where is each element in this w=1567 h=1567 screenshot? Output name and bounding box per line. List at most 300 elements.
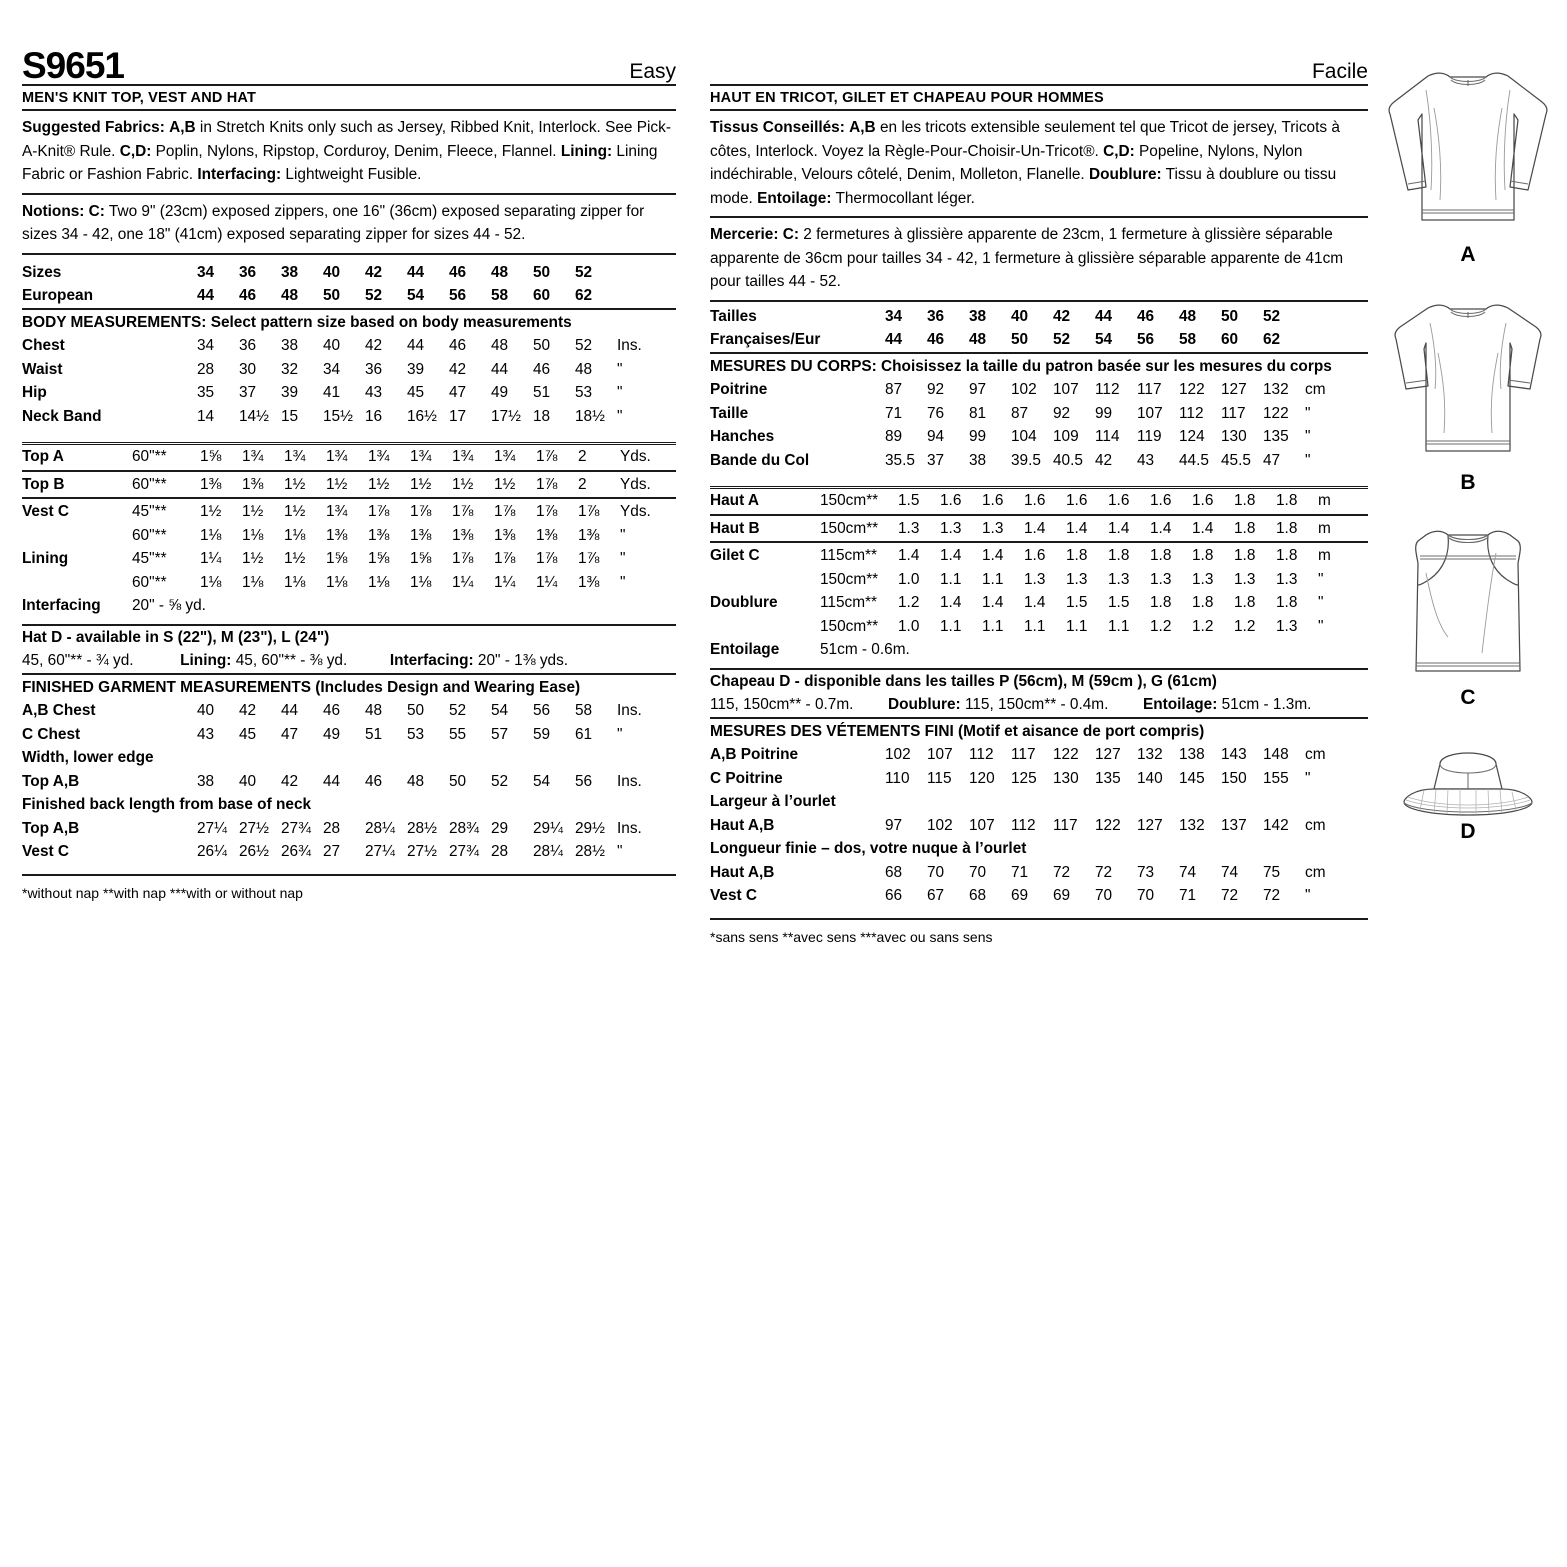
row-label: C Chest — [22, 725, 81, 743]
cell: 117 — [1221, 404, 1246, 422]
table-row — [22, 405, 676, 429]
cell: 1⅞ — [536, 448, 558, 465]
cell: 46 — [533, 360, 551, 378]
cell: 40 — [323, 337, 341, 354]
cell: 68 — [885, 863, 903, 881]
interfacing-row-en — [22, 594, 676, 618]
cell: 1.3 — [1150, 570, 1172, 588]
footnote-en: *without nap **with nap ***with or without nap — [22, 884, 303, 901]
cell: 71 — [1179, 887, 1197, 904]
cell: 132 — [1179, 816, 1205, 834]
english-panel — [22, 44, 676, 903]
cell: 51 — [533, 384, 551, 401]
cell-unit: " — [620, 526, 626, 544]
cell: 1.6 — [940, 492, 962, 509]
cell: 50 — [533, 337, 551, 354]
cell: 1⅞ — [536, 475, 558, 493]
french-header — [710, 44, 1368, 84]
vest-back-icon — [1378, 523, 1558, 688]
cell: 48 — [491, 337, 509, 354]
cell: 73 — [1137, 863, 1155, 881]
notions-label-en: Notions: C: — [22, 202, 105, 220]
cell: 43 — [197, 725, 215, 743]
cell: 1⅛ — [200, 526, 222, 544]
notions-label-fr: Mercerie: C: — [710, 226, 799, 243]
cell: 18 — [533, 407, 551, 425]
cell: 1½ — [452, 475, 474, 493]
table-row — [710, 814, 1368, 838]
cell: 47 — [449, 384, 467, 401]
long-sleeve-knit-top-back-icon — [1378, 50, 1558, 245]
cell: 44 — [407, 263, 425, 281]
cell: 1⅞ — [494, 503, 516, 520]
cell: 1⅞ — [410, 503, 432, 520]
suggested-fabrics-en — [22, 111, 676, 193]
cell: 28¼ — [365, 819, 395, 837]
notions-fr — [710, 218, 1368, 300]
cell: 97 — [969, 381, 987, 398]
cell: 1⅜ — [368, 526, 390, 544]
fabric-width: 45"** — [132, 503, 167, 520]
cell: 92 — [1053, 404, 1071, 422]
view-a-letter: A — [1460, 243, 1476, 266]
cell: 1½ — [284, 503, 306, 520]
cell-unit: cm — [1305, 863, 1326, 881]
table-row — [710, 425, 1368, 449]
table-row — [710, 591, 1368, 615]
cell: 36 — [239, 263, 257, 281]
cell: 1⅝ — [368, 550, 390, 567]
table-row — [710, 449, 1368, 473]
hat-interfacing-label-en: Interfacing: — [389, 652, 474, 669]
cell: 58 — [575, 702, 593, 719]
cell: 155 — [1263, 769, 1289, 787]
suggested-fabrics-text-fr: A,B en les tricots extensible seulement tel que Tricot de jersey, Tricots à côtes, Interlock. Voyez la Règle-Pour-Choisir-Un-Tricot®. C,D: Popeline, Nylons, Nylon indéchirable, Velours côtelé, Denim, Molleton, Flanelle. Doublure: Tissu à doublure ou tissu mode. Entoilage: Thermocollant léger. — [710, 119, 1340, 207]
cell: 1¼ — [200, 550, 222, 567]
table-row — [710, 743, 1368, 767]
finished-measurements-heading-fr: MESURES DES VÉTEMENTS FINI (Motif et aisance de port compris) — [710, 722, 1205, 740]
cell: 1¾ — [494, 448, 516, 465]
table-row — [22, 381, 676, 405]
sizes-table-fr — [710, 305, 1368, 352]
cell: 1½ — [494, 475, 516, 493]
cell: 52 — [491, 772, 509, 790]
cell: 46 — [449, 337, 467, 354]
table-row — [22, 770, 676, 794]
cell: 60 — [533, 287, 551, 304]
interfacing-row-fr — [710, 638, 1368, 662]
cell: 1.2 — [1234, 617, 1256, 635]
cell: 27¼ — [365, 843, 395, 860]
table-row — [22, 284, 676, 308]
cell: 28 — [491, 843, 509, 860]
cell: 107 — [1053, 381, 1079, 398]
cell: 44 — [323, 772, 341, 790]
cell: 1.1 — [1066, 617, 1088, 635]
cell: 72 — [1263, 887, 1281, 904]
cell: 40.5 — [1053, 451, 1083, 469]
fabric-width: 150cm** — [820, 519, 879, 537]
row-label: Hip — [22, 384, 47, 401]
cell: 27½ — [239, 819, 269, 837]
cell: 46 — [1137, 307, 1155, 325]
cell: 48 — [365, 702, 383, 719]
cell: 1.3 — [982, 519, 1004, 537]
cell-unit: " — [617, 407, 623, 425]
french-panel — [710, 44, 1368, 947]
cell: 47 — [281, 725, 299, 743]
cell: 1.3 — [898, 519, 920, 537]
cell: 38 — [969, 451, 987, 469]
fabric-width: 60"** — [132, 526, 167, 544]
cell-unit: " — [1305, 769, 1311, 787]
cell: 50 — [1011, 331, 1029, 348]
cell: 29¼ — [533, 819, 563, 837]
cell: 1¾ — [284, 448, 306, 465]
cell: 150 — [1221, 769, 1247, 787]
cell: 112 — [969, 746, 994, 763]
cell: 62 — [1263, 331, 1281, 348]
hat-interfacing-label-fr: Entoilage: — [1142, 696, 1218, 713]
cell: 70 — [969, 863, 987, 881]
cell: 107 — [927, 746, 953, 763]
cell: 61 — [575, 725, 593, 743]
cell: 1⅜ — [410, 526, 432, 544]
cell: 28½ — [575, 843, 605, 860]
table-row — [710, 402, 1368, 426]
cell: 1.4 — [1024, 594, 1046, 611]
cell: 1.3 — [1276, 570, 1298, 588]
cell-unit: " — [1318, 570, 1324, 588]
table-row — [22, 594, 676, 618]
cell: 34 — [885, 307, 903, 325]
cell: 1.3 — [1024, 570, 1046, 588]
back-length-heading-fr: Longueur finie – dos, votre nuque à l’ourlet — [710, 840, 1027, 857]
cell: 16½ — [407, 407, 437, 425]
cell: 38 — [969, 307, 987, 325]
garment-title-en: MEN'S KNIT TOP, VEST AND HAT — [22, 90, 257, 106]
cell: 1⅜ — [200, 475, 222, 493]
view-c-letter: C — [1460, 686, 1476, 709]
cell: 41 — [323, 384, 341, 401]
cell: 120 — [969, 769, 995, 787]
body-measurements-heading-en: BODY MEASUREMENTS: Select pattern size based on body measurements — [22, 313, 572, 331]
cell: 1.4 — [898, 547, 920, 564]
interfacing-value-fr: 51cm - 0.6m. — [820, 641, 910, 658]
cell: 27¾ — [449, 843, 479, 860]
row-label: Chest — [22, 337, 65, 354]
cell: 46 — [927, 331, 945, 348]
cell: 57 — [491, 725, 509, 743]
cell: 1¾ — [242, 448, 264, 465]
cell: 38 — [197, 772, 215, 790]
cell: 34 — [197, 337, 215, 354]
row-label: Doublure — [710, 594, 778, 611]
cell: 42 — [1095, 451, 1113, 469]
row-label: Hanches — [710, 428, 775, 445]
cell: 17 — [449, 407, 467, 425]
cell-unit: " — [620, 550, 626, 567]
cell: 1.2 — [1150, 617, 1172, 635]
cell: 1⅜ — [536, 526, 558, 544]
row-label: Top B — [22, 475, 65, 493]
cell: 1½ — [242, 550, 264, 567]
cell: 27¾ — [281, 819, 311, 837]
view-d — [1378, 744, 1558, 844]
garment-title-fr: HAUT EN TRICOT, GILET ET CHAPEAU POUR HOMMES — [710, 90, 1104, 106]
cell: 1.8 — [1234, 547, 1256, 564]
cell: 114 — [1095, 428, 1120, 445]
cell: 66 — [885, 887, 903, 904]
cell: 107 — [1137, 404, 1163, 422]
fabric-width: 150cm** — [820, 570, 879, 588]
cell: 67 — [927, 887, 945, 904]
cell: 49 — [491, 384, 509, 401]
cell: 1¼ — [494, 573, 516, 591]
cell: 58 — [491, 287, 509, 304]
cell: 71 — [885, 404, 903, 422]
cell: 1⅝ — [410, 550, 432, 567]
cell: 1.3 — [1192, 570, 1214, 588]
cell: 1.1 — [982, 570, 1004, 588]
cell: 122 — [1053, 746, 1079, 763]
cell: 38 — [281, 337, 299, 354]
cell: 52 — [449, 702, 467, 719]
hat-yardage-line-en — [22, 649, 676, 673]
cell: 1.6 — [1192, 492, 1214, 509]
difficulty-label-fr: Facile — [1311, 60, 1368, 83]
row-label: A,B Poitrine — [710, 746, 799, 763]
back-length-heading-en: Finished back length from base of neck — [22, 796, 312, 813]
cell: 52 — [575, 263, 593, 281]
cell: 1⅝ — [200, 448, 222, 465]
cell: 56 — [1137, 331, 1155, 348]
cell: 15½ — [323, 407, 353, 425]
cell: 107 — [969, 816, 995, 834]
cell: 1.8 — [1234, 519, 1256, 537]
hat-fabric-en: 45, 60"** - ¾ yd. — [22, 652, 134, 669]
back-length-table-fr — [710, 861, 1368, 908]
cell: 62 — [575, 287, 593, 304]
interfacing-label-fr: Entoilage — [710, 641, 780, 658]
cell: 72 — [1221, 887, 1239, 904]
footnote-fr: *sans sens **avec sens ***avec ou sans sens — [710, 928, 993, 945]
cell: 1½ — [410, 475, 432, 493]
row-label: Bande du Col — [710, 451, 810, 469]
cell: 45 — [407, 384, 425, 401]
cell: 51 — [365, 725, 383, 743]
cell: 1.1 — [1024, 617, 1046, 635]
cell: 28 — [323, 819, 341, 837]
cell-unit: " — [617, 725, 623, 743]
hat-fabric-fr: 115, 150cm** - 0.7m. — [710, 696, 854, 713]
cell: 124 — [1179, 428, 1205, 445]
width-lower-edge-heading-en: Width, lower edge — [22, 749, 154, 766]
cell: 45 — [239, 725, 257, 743]
cell: 140 — [1137, 769, 1163, 787]
cell: 1¾ — [368, 448, 390, 465]
cell: 74 — [1179, 863, 1197, 881]
table-row — [22, 473, 676, 497]
interfacing-label-en: Interfacing — [22, 597, 101, 614]
cell: 1⅞ — [368, 503, 390, 520]
cell: 1¾ — [326, 448, 348, 465]
hat-lining-value-fr: 115, 150cm** - 0.4m. — [960, 696, 1109, 713]
cell: 1½ — [200, 503, 222, 520]
cell: 127 — [1137, 816, 1163, 834]
finished-measurements-heading-en: FINISHED GARMENT MEASUREMENTS (Includes Design and Wearing Ease) — [22, 678, 581, 696]
cell: 1¼ — [536, 573, 558, 591]
cell: 26¼ — [197, 843, 227, 860]
cell: 36 — [927, 307, 945, 325]
cell: 27 — [323, 843, 341, 860]
cell: 44.5 — [1179, 451, 1209, 469]
fabric-width: 60"** — [132, 448, 167, 465]
cell: 104 — [1011, 428, 1037, 445]
cell: 2 — [578, 448, 587, 465]
cell: 89 — [885, 428, 903, 445]
cell: 1.3 — [1276, 617, 1298, 635]
cell: 48 — [575, 360, 593, 378]
table-row — [710, 615, 1368, 639]
row-label: Poitrine — [710, 381, 768, 398]
cell: 112 — [1179, 404, 1204, 422]
cell: 70 — [1137, 887, 1155, 904]
cell: 26¾ — [281, 843, 311, 860]
cell-unit: " — [1318, 617, 1324, 635]
cell: 28½ — [407, 819, 437, 837]
table-row — [22, 571, 676, 595]
pattern-number: S9651 — [22, 45, 124, 86]
cell: 102 — [885, 746, 911, 763]
cell: 99 — [969, 428, 987, 445]
table-row — [710, 328, 1368, 352]
cell: 55 — [449, 725, 467, 743]
cell: 1½ — [326, 475, 348, 493]
row-label: Sizes — [22, 263, 62, 281]
row-label: Lining — [22, 550, 69, 567]
cell: 122 — [1179, 381, 1205, 398]
cell-unit: m — [1318, 547, 1331, 564]
cell: 1¾ — [410, 448, 432, 465]
cell: 1.8 — [1276, 547, 1298, 564]
cell: 1.4 — [1192, 519, 1214, 537]
cell: 46 — [365, 772, 383, 790]
cell: 32 — [281, 360, 299, 378]
cell: 1⅜ — [326, 526, 348, 544]
cell: 148 — [1263, 746, 1289, 763]
cell-unit: Yds. — [620, 448, 651, 465]
row-label: A,B Chest — [22, 702, 96, 719]
view-c — [1378, 523, 1558, 710]
cell: 1⅞ — [578, 503, 600, 520]
fabric-width: 60"** — [132, 475, 167, 493]
cell: 1⅛ — [242, 573, 264, 591]
cell: 142 — [1263, 816, 1289, 834]
cell: 45.5 — [1221, 451, 1251, 469]
cell: 54 — [533, 772, 551, 790]
hat-heading-en: Hat D - available in S (22"), M (23"), L (24") — [22, 628, 330, 646]
cell: 1.3 — [1108, 570, 1130, 588]
body-measurements-table-fr — [710, 378, 1368, 472]
cell: 1.4 — [1066, 519, 1088, 537]
row-label: Vest C — [22, 503, 70, 520]
cell: 1.8 — [1234, 492, 1256, 509]
cell-unit: " — [617, 360, 623, 378]
cell: 1.8 — [1276, 492, 1298, 509]
fabric-width: 150cm** — [820, 492, 879, 509]
cell: 48 — [407, 772, 425, 790]
cell: 1.0 — [898, 617, 920, 635]
cell: 48 — [1179, 307, 1197, 325]
cell: 1.1 — [982, 617, 1004, 635]
cell: 1.5 — [898, 492, 920, 509]
cell: 138 — [1179, 746, 1205, 763]
row-label — [710, 568, 820, 592]
cell: 56 — [575, 772, 593, 790]
row-label: C Poitrine — [710, 769, 783, 787]
cell-unit — [1305, 328, 1368, 352]
cell-unit — [617, 284, 676, 308]
cell: 56 — [449, 287, 467, 304]
row-label: Top A — [22, 448, 64, 465]
cell: 30 — [239, 360, 257, 378]
fabric-width: 115cm** — [820, 594, 878, 611]
cell: 1¾ — [452, 448, 474, 465]
view-d-letter: D — [1460, 820, 1476, 843]
cell: 117 — [1137, 381, 1162, 398]
suggested-fabrics-text-en: A,B in Stretch Knits only such as Jersey, Ribbed Knit, Interlock. See Pick-A-Knit® Rule. C,D: Poplin, Nylons, Ripstop, Corduroy, Denim, Fleece, Flannel. Lining: Lining Fabric or Fashion Fabric. Interfacing: Lightweight Fusible. — [22, 119, 671, 183]
cell: 48 — [969, 331, 987, 348]
short-sleeve-knit-top-back-icon — [1378, 293, 1558, 473]
interfacing-value-en: 20" - ⅝ yd. — [132, 597, 206, 614]
cell: 1.4 — [1150, 519, 1172, 537]
cell: 87 — [885, 381, 903, 398]
cell: 1.6 — [982, 492, 1004, 509]
cell-unit: Ins. — [617, 772, 642, 790]
cell: 1⅞ — [452, 503, 474, 520]
cell: 1.4 — [1024, 519, 1046, 537]
cell: 1.8 — [1192, 547, 1214, 564]
cell: 44 — [885, 331, 903, 348]
cell: 1.6 — [1024, 492, 1046, 509]
cell-unit: " — [1305, 451, 1311, 469]
cell: 1.8 — [1192, 594, 1214, 611]
row-label: Françaises/Eur — [710, 331, 821, 348]
back-length-table-en — [22, 817, 676, 864]
cell: 109 — [1053, 428, 1079, 445]
cell: 1.2 — [898, 594, 920, 611]
hat-lining-value-en: 45, 60"** - ⅜ yd. — [231, 652, 348, 669]
cell: 117 — [1011, 746, 1036, 763]
cell: 17½ — [491, 407, 521, 425]
cell: 48 — [491, 263, 509, 281]
cell: 44 — [281, 702, 299, 719]
cell: 26½ — [239, 843, 269, 860]
cell: 40 — [197, 702, 215, 719]
cell-unit: " — [1318, 594, 1324, 611]
cell: 97 — [885, 816, 903, 834]
cell: 52 — [575, 337, 593, 354]
cell-unit: " — [1305, 887, 1311, 904]
cell: 145 — [1179, 769, 1205, 787]
cell: 1.6 — [1024, 547, 1046, 564]
cell: 71 — [1011, 863, 1029, 881]
finished-measurements-table-fr — [710, 743, 1368, 790]
cell: 1⅛ — [284, 573, 306, 591]
cell: 1.1 — [940, 570, 962, 588]
table-row — [22, 358, 676, 382]
